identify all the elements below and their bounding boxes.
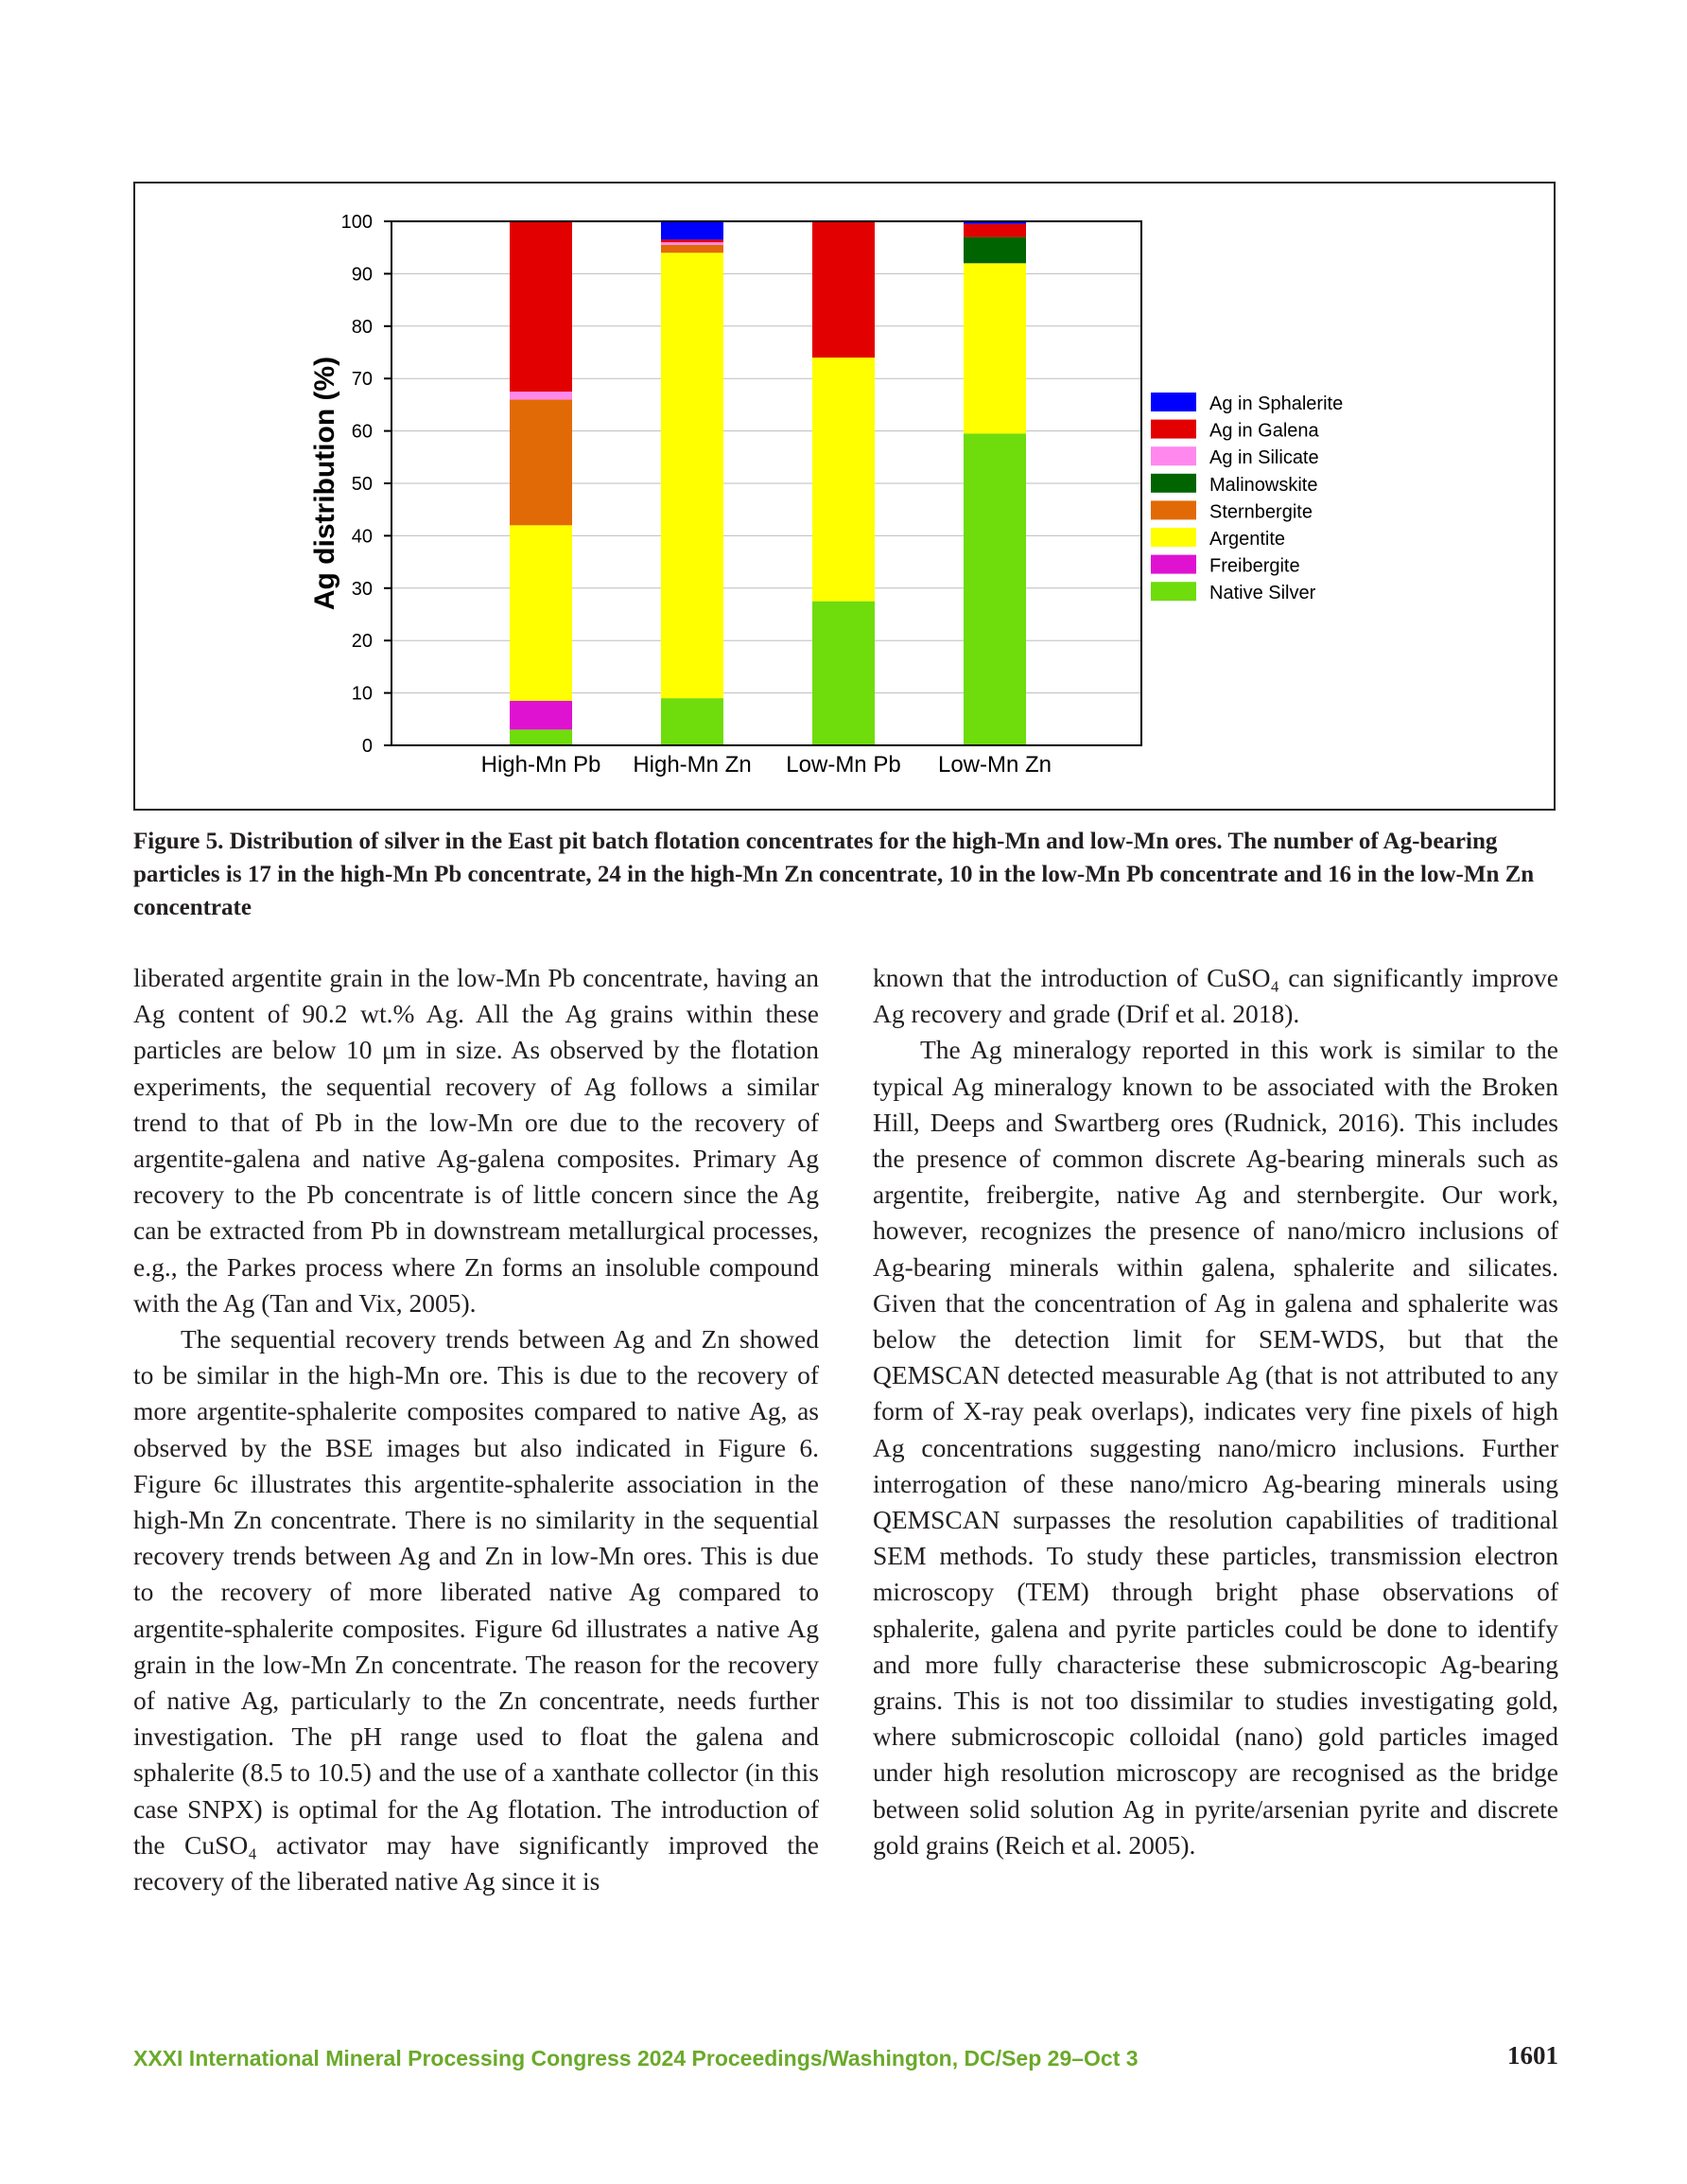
bar-segment	[510, 701, 572, 729]
legend-label: Native Silver	[1209, 583, 1316, 604]
x-tick-label: Low-Mn Pb	[786, 752, 901, 778]
body-paragraph: The Ag mineralogy reported in this work is similar to the typical Ag mineralogy known to be associated with the Broken Hill, Deeps and Swartberg ores (Rudnick, 2016). This includes the presence of common discrete Ag-bearing minerals such as argentite, freibergite, native Ag and sternbergite. Our work, however, recognizes the presence of nano/micro inclusions of Ag-bearing minerals within galena, sphalerite and silicates. Given that the concentration of Ag in galena and sphalerite was below the detection limit for SEM-WDS, but that the QEMSCAN detected measurable Ag (that is not attributed to any form of X-ray peak overlaps), indicates very fine pixels of high Ag concentrations suggesting nano/micro inclusions. Further interrogation of these nano/micro Ag-bearing minerals using QEMSCAN surpasses the resolution capabilities of traditional SEM methods. To study these particles, transmission electron microscopy (TEM) through bright phase observations of sphalerite, galena and pyrite particles could be done to identify and more fully characterise these submicroscopic Ag-bearing grains. This is not too dissimilar to studies investigating gold, where submicroscopic colloidal (nano) gold particles imaged under high resolution microscopy are recognised as the bridge between solid solution Ag in pyrite/arsenian pyrite and discrete gold grains (Reich et al. 2005).	[873, 1035, 1558, 1860]
bar-segment	[964, 224, 1026, 237]
bar-segment	[510, 221, 572, 392]
body-paragraph: liberated argentite grain in the low-Mn Pb concentrate, having an Ag content of 90.2 wt.% Ag. All the Ag grains within these particles are below 10 μm in size. As observed by the flotation experiments, the sequential recovery of Ag follows a similar trend to that of Pb in the low-Mn ore due to the recovery of argentite-galena and native Ag-galena composites. Primary Ag recovery to the Pb concentrate is of little concern since the Ag can be extracted from Pb in downstream metallurgical processes, e.g., the Parkes process where Zn forms an insoluble compound with the Ag (Tan and Vix, 2005).	[133, 963, 819, 1318]
y-tick-label: 10	[351, 683, 373, 705]
y-tick-label: 100	[340, 212, 373, 233]
bar-segment	[510, 399, 572, 525]
figure-caption: Figure 5. Distribution of silver in the East pit batch flotation concentrates for the high-Mn and low-Mn ores. The number of Ag-bearing particles is 17 in the high-Mn Pb concentrate, 24 in the high-Mn Zn concentrate, 10 in the low-Mn Pb concentrate and 16 in the low-Mn Zn concentrate	[133, 829, 1535, 920]
bar-segment	[661, 221, 723, 239]
y-tick-label: 90	[351, 264, 373, 286]
legend-swatch	[1151, 500, 1196, 519]
legend-label: Argentite	[1209, 529, 1286, 550]
body-paragraph: The sequential recovery trends between Ag and Zn showed to be similar in the high-Mn ore. This is due to the recovery of more argentite-sphalerite composites compared to native Ag, as observed by the BSE images but also indicated in Figure 6. Figure 6c illustrates this argentite-sphalerite association in the high-Mn Zn concentrate. There is no similarity in the sequential recovery trends between Ag and Zn in low-Mn ores. This is due to the recovery of more liberated native Ag compared to argentite-sphalerite composites. Figure 6d illustrates a native Ag grain in the low-Mn Zn concentrate. The reason for the recovery of native Ag, particularly to the Zn concentrate, needs further investigation. The pH range used to float the galena and sphalerite (8.5 to 10.5) and the use of a xanthate collector (in this case SNPX) is optimal for the Ag flotation. The introduction of the CuSO₄ activator may have significantly improved the recovery of the liberated native Ag since it is	[133, 1324, 819, 1896]
x-tick-label: High-Mn Pb	[480, 752, 601, 778]
bar-segment	[661, 698, 723, 745]
footer-conference: XXXI International Mineral Processing Congress 2024 Proceedings/Washington, DC/Sep 29–Oct 3	[133, 2046, 1139, 2070]
y-tick-label: 20	[351, 631, 373, 653]
bar-segment	[964, 237, 1026, 264]
y-tick-label: 40	[351, 526, 373, 548]
bar-segment	[812, 602, 875, 745]
bar-segment	[661, 245, 723, 253]
y-tick-label: 80	[351, 316, 373, 338]
legend-label: Freibergite	[1209, 555, 1300, 577]
body-column-left	[133, 960, 819, 1899]
stacked-bar-chart	[135, 183, 1554, 809]
legend-swatch	[1151, 420, 1196, 439]
legend-label: Ag in Sphalerite	[1209, 393, 1344, 414]
figure-frame	[133, 182, 1556, 811]
legend-swatch	[1151, 555, 1196, 574]
bar-segment	[661, 242, 723, 245]
legend-label: Ag in Galena	[1209, 420, 1319, 442]
legend-label: Sternbergite	[1209, 501, 1313, 523]
legend-swatch	[1151, 446, 1196, 465]
y-tick-label: 50	[351, 474, 373, 495]
legend-swatch	[1151, 474, 1196, 493]
x-tick-label: Low-Mn Zn	[937, 752, 1052, 778]
y-tick-label: 30	[351, 578, 373, 600]
page-number: 1601	[1507, 2041, 1558, 2070]
bar-segment	[964, 263, 1026, 433]
bar-segment	[661, 239, 723, 242]
body-column-right	[873, 960, 1558, 1863]
bar-segment	[661, 253, 723, 698]
bar-segment	[510, 525, 572, 701]
y-tick-label: 70	[351, 369, 373, 391]
bar-segment	[812, 221, 875, 358]
body-paragraph: known that the introduction of CuSO₄ can significantly improve Ag recovery and grade (Drif et al. 2018).	[873, 963, 1558, 1029]
y-tick-label: 60	[351, 421, 373, 443]
bar-segment	[964, 433, 1026, 745]
bar-segment	[812, 358, 875, 602]
legend-swatch	[1151, 528, 1196, 547]
x-tick-label: High-Mn Zn	[633, 752, 752, 778]
bar-segment	[510, 729, 572, 745]
legend-label: Malinowskite	[1209, 474, 1318, 496]
legend-label: Ag in Silicate	[1209, 447, 1319, 469]
legend-swatch	[1151, 393, 1196, 411]
y-tick-label: 0	[361, 736, 373, 757]
y-axis-label: Ag distribution (%)	[309, 356, 340, 611]
bar-segment	[510, 392, 572, 399]
legend-swatch	[1151, 582, 1196, 601]
